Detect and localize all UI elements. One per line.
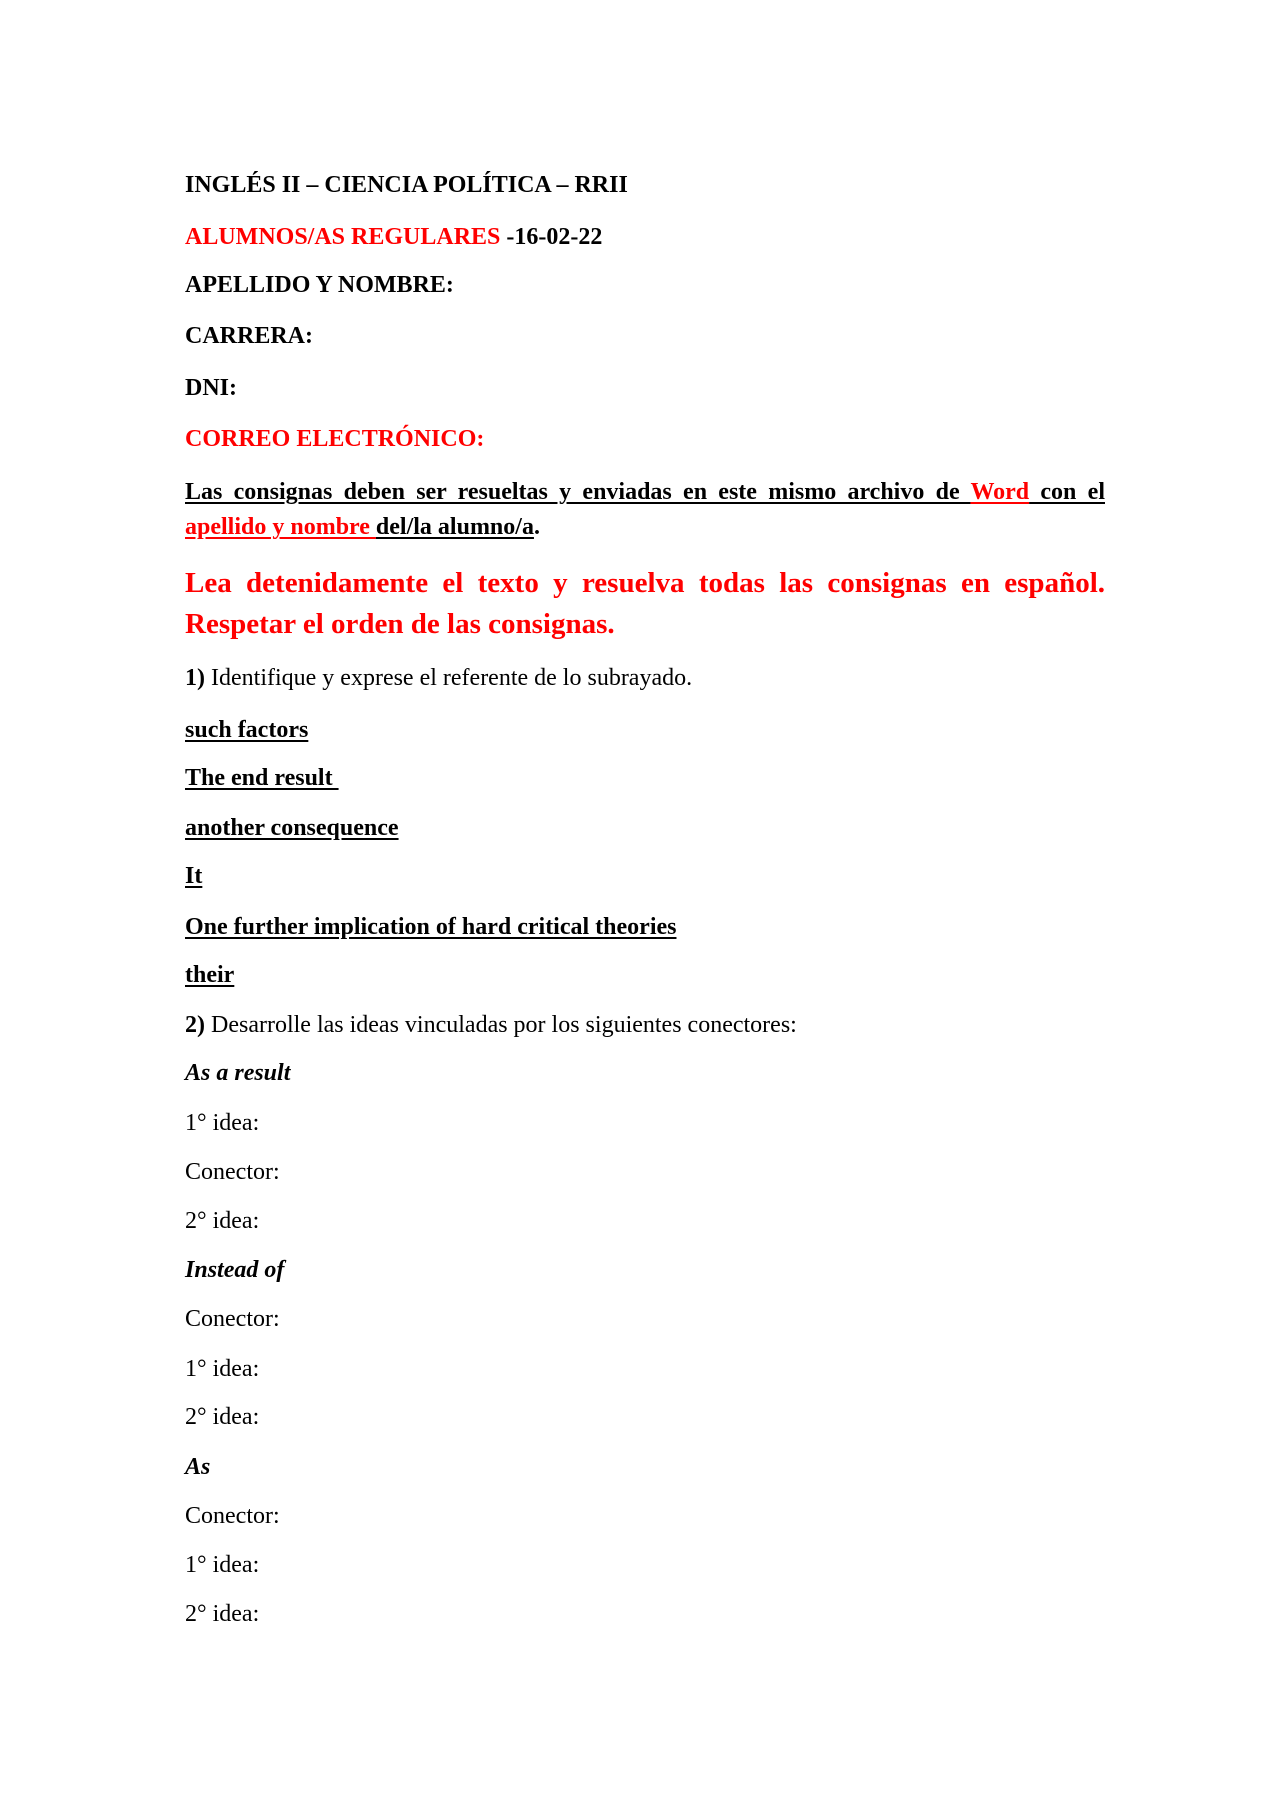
referent-item: The end result bbox=[185, 765, 339, 791]
reading-notice bbox=[185, 563, 1105, 645]
submission-instructions bbox=[185, 475, 1105, 545]
instructions-text-2: con el bbox=[1029, 479, 1105, 505]
referent-item: One further implication of hard critical theories bbox=[185, 914, 677, 940]
connector-heading: As bbox=[185, 1454, 211, 1480]
notice-line-1: Lea detenidamente el texto y resuelva todas las consignas en español. bbox=[185, 567, 1105, 599]
answer-field-label: 2° idea: bbox=[185, 1208, 260, 1234]
question-2-text: Desarrolle las ideas vinculadas por los siguientes conectores: bbox=[205, 1012, 797, 1038]
exam-date: -16-02-22 bbox=[500, 224, 603, 250]
document-title: INGLÉS II – CIENCIA POLÍTICA – RRII bbox=[185, 172, 628, 198]
referent-item: such factors bbox=[185, 717, 309, 743]
name-label: APELLIDO Y NOMBRE: bbox=[185, 272, 454, 298]
question-2 bbox=[185, 1010, 797, 1040]
question-1-number: 1) bbox=[185, 665, 205, 691]
name-highlight: apellido y nombre bbox=[185, 514, 376, 540]
referent-item: It bbox=[185, 863, 203, 889]
instructions-period: . bbox=[533, 514, 540, 540]
notice-line-2: Respetar el orden de las consignas. bbox=[185, 608, 615, 640]
answer-field-label: Conector: bbox=[185, 1503, 280, 1529]
students-label: ALUMNOS/AS REGULARES bbox=[185, 224, 501, 250]
students-line bbox=[185, 222, 602, 252]
answer-field-label: 1° idea: bbox=[185, 1356, 260, 1382]
connector-heading: As a result bbox=[185, 1060, 291, 1086]
question-1-text: Identifique y exprese el referente de lo subrayado. bbox=[205, 665, 693, 691]
answer-field-label: 1° idea: bbox=[185, 1110, 260, 1136]
answer-field-label: 2° idea: bbox=[185, 1404, 260, 1430]
career-label: CARRERA: bbox=[185, 323, 313, 349]
answer-field-label: 1° idea: bbox=[185, 1552, 260, 1578]
answer-field-label: Conector: bbox=[185, 1159, 280, 1185]
question-2-number: 2) bbox=[185, 1012, 205, 1038]
instructions-text-1: Las consignas deben ser resueltas y enviadas en este mismo archivo de bbox=[185, 479, 971, 505]
answer-field-label: 2° idea: bbox=[185, 1601, 260, 1627]
referent-item: another consequence bbox=[185, 815, 399, 841]
instructions-text-3: del/la alumno/a bbox=[375, 514, 534, 540]
question-1 bbox=[185, 663, 692, 693]
word-highlight: Word bbox=[970, 479, 1030, 505]
referent-item: their bbox=[185, 962, 235, 988]
answer-field-label: Conector: bbox=[185, 1306, 280, 1332]
connector-heading: Instead of bbox=[185, 1257, 285, 1283]
email-label: CORREO ELECTRÓNICO: bbox=[185, 426, 485, 452]
dni-label: DNI: bbox=[185, 375, 237, 401]
